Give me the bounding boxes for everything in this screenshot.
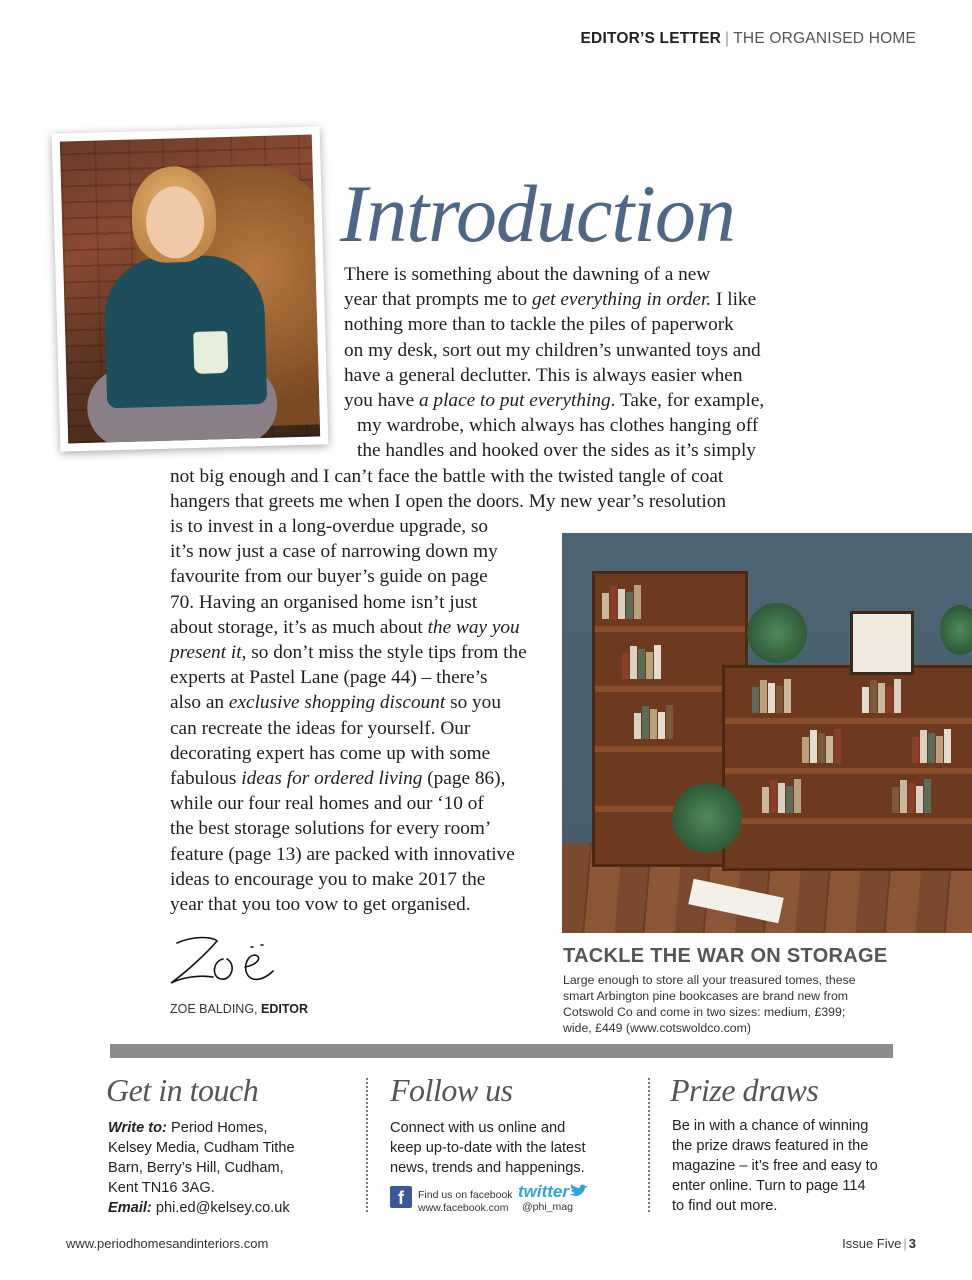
issue-page: Issue Five | 3 xyxy=(842,1236,916,1251)
column-divider xyxy=(648,1078,650,1212)
prize-line: the prize draws featured in the xyxy=(672,1138,869,1154)
page-number: 3 xyxy=(908,1236,916,1251)
editor-photo-image xyxy=(60,135,320,444)
section-divider xyxy=(110,1044,893,1058)
body-line: decorating expert has come up with some xyxy=(170,742,491,764)
body-line: year that you too vow to get organised. xyxy=(170,894,471,915)
email-link[interactable]: phi.ed@kelsey.co.uk xyxy=(155,1200,290,1216)
write-to: Write to: Period Homes, xyxy=(108,1120,268,1136)
editor-photo xyxy=(52,126,329,451)
body-line: not big enough and I can’t face the battle with the twisted tangle of coat xyxy=(170,465,724,487)
body-line: fabulous ideas for ordered living (page 86), xyxy=(170,768,506,789)
twitter-handle[interactable]: @phi_mag xyxy=(522,1201,573,1213)
caption-title: TACKLE THE WAR ON STORAGE xyxy=(563,945,888,967)
body-line: nothing more than to tackle the piles of paperwork xyxy=(344,314,734,336)
caption-line: Large enough to store all your treasured tomes, these xyxy=(563,973,856,987)
body-line: it’s now just a case of narrowing down my xyxy=(170,541,498,563)
bookcase-photo xyxy=(562,533,972,933)
body-line: on my desk, sort out my children’s unwanted toys and xyxy=(344,339,761,361)
body-line: also an exclusive shopping discount so you xyxy=(170,692,501,714)
website-url[interactable]: www.periodhomesandinteriors.com xyxy=(66,1236,269,1251)
editor-signature xyxy=(165,925,285,995)
caption-line: smart Arbington pine bookcases are brand new from xyxy=(563,989,849,1003)
body-line: ideas to encourage you to make 2017 the xyxy=(170,868,486,890)
editor-name: ZOE BALDING, EDITOR xyxy=(170,1002,309,1016)
facebook-link[interactable]: www.facebook.com xyxy=(418,1202,509,1214)
column-divider xyxy=(366,1078,368,1212)
facebook-icon[interactable]: f xyxy=(390,1186,412,1208)
page-title: Introduction xyxy=(340,168,735,259)
body-line: present it, so don’t miss the style tips from the xyxy=(170,642,527,663)
body-line: my wardrobe, which always has clothes hanging off xyxy=(357,415,759,437)
header-separator: | xyxy=(725,30,730,47)
body-line: you have a place to put everything. Take, for example, xyxy=(344,390,765,411)
caption-line: wide, £449 (www.cotswoldco.com) xyxy=(563,1021,751,1035)
prize-line: enter online. Turn to page 114 xyxy=(672,1178,866,1194)
address-line: Barn, Berry’s Hill, Cudham, xyxy=(108,1160,284,1176)
follow-line: keep up-to-date with the latest xyxy=(390,1140,586,1156)
subsection-label: THE ORGANISED HOME xyxy=(733,30,916,47)
twitter-icon[interactable]: twitter xyxy=(518,1182,589,1202)
prize-heading: Prize draws xyxy=(670,1072,819,1108)
address-line: Kent TN16 3AG. xyxy=(108,1180,215,1196)
body-line: favourite from our buyer’s guide on page xyxy=(170,566,488,588)
body-line: the best storage solutions for every room’ xyxy=(170,818,492,840)
follow-line: Connect with us online and xyxy=(390,1120,566,1136)
follow-line: news, trends and happenings. xyxy=(390,1160,585,1176)
body-line: experts at Pastel Lane (page 44) – there’s xyxy=(170,667,488,689)
body-line: have a general declutter. This is always easier when xyxy=(344,364,743,386)
body-line: feature (page 13) are packed with innovative xyxy=(170,843,515,865)
body-line: about storage, it’s as much about the way you xyxy=(170,616,520,638)
email-line: Email: phi.ed@kelsey.co.uk xyxy=(108,1200,290,1216)
caption-line: Cotswold Co and come in two sizes: medium, £399; xyxy=(563,1005,846,1019)
prize-line: to find out more. xyxy=(672,1198,778,1214)
prize-line: magazine – it’s free and easy to xyxy=(672,1158,878,1174)
body-line: 70. Having an organised home isn’t just xyxy=(170,591,478,613)
body-line: can recreate the ideas for yourself. Our xyxy=(170,717,471,739)
body-line: while our four real homes and our ‘10 of xyxy=(170,793,484,815)
prize-line: Be in with a chance of winning xyxy=(672,1118,869,1134)
body-line: the handles and hooked over the sides as it’s simply xyxy=(357,440,756,462)
body-line: year that prompts me to get everything in order. I like xyxy=(344,289,757,311)
body-line: hangers that greets me when I open the doors. My new year’s resolution xyxy=(170,490,726,512)
follow-heading: Follow us xyxy=(390,1072,513,1108)
section-label: EDITOR’S LETTER xyxy=(580,30,722,47)
clock-icon xyxy=(850,611,914,675)
facebook-label: Find us on facebook xyxy=(418,1189,513,1201)
address-line: Kelsey Media, Cudham Tithe xyxy=(108,1140,295,1156)
running-header xyxy=(581,30,916,48)
body-line: is to invest in a long-overdue upgrade, so xyxy=(170,516,489,537)
body-line: There is something about the dawning of a new xyxy=(344,264,711,285)
contact-heading: Get in touch xyxy=(106,1072,259,1108)
